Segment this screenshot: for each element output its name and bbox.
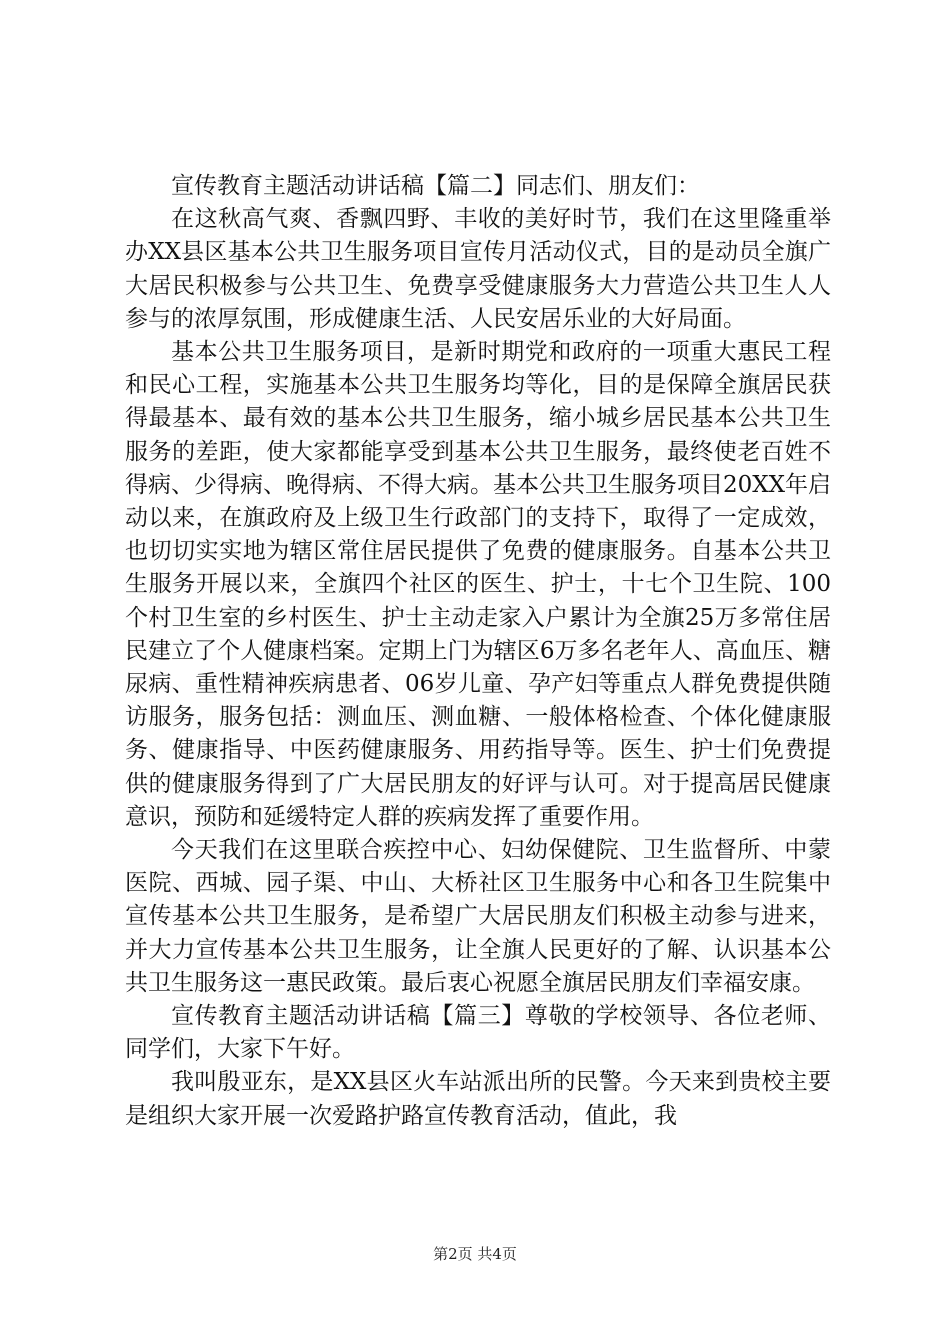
joint-campaign-paragraph: 今天我们在这里联合疾控中心、妇幼保健院、卫生监督所、中蒙医院、西城、园子渠、中山、大桥社区卫生服务中心和各卫生院集中宣传基本公共卫生服务，是希望广大居民朋友们积极主动参与进来，并大力宣传基本公共卫生服务，让全旗人民更好的了解、认识基本公共卫生服务这一惠民政策。最后衷心祝愿全旗居民朋友们幸福安康。	[125, 837, 831, 996]
service-project-paragraph: 基本公共卫生服务项目，是新时期党和政府的一项重大惠民工程和民心工程，实施基本公共卫生服务均等化，目的是保障全旗居民获得最基本、最有效的基本公共卫生服务，缩小城乡居民基本公共卫生服务的差距，使大家都能享受到基本公共卫生服务，最终使老百姓不得病、少得病、晚得病、不得大病。基本公共卫生服务项目20XX年启动以来，在旗政府及上级卫生行政部门的支持下，取得了一定成效，也切切实实地为辖区常住居民提供了免费的健康服务。自基本公共卫生服务开展以来，全旗四个社区的医生、护士，十七个卫生院、100个村卫生室的乡村医生、护士主动走家入户累计为全旗25万多常住居民建立了个人健康档案。定期上门为辖区6万多名老年人、高血压、糖尿病、重性精神疾病患者、06岁儿童、孕产妇等重点人群免费提供随访服务，服务包括：测血压、测血糖、一般体格检查、个体化健康服务、健康指导、中医药健康服务、用药指导等。医生、护士们免费提供的健康服务得到了广大居民朋友的好评与认可。对于提高居民健康意识，预防和延缓特定人群的疾病发挥了重要作用。	[125, 339, 832, 830]
heading-paragraph-part-three: 宣传教育主题活动讲话稿【篇三】尊敬的学校领导、各位老师、同学们，大家下午好。	[125, 1003, 831, 1063]
document-body	[125, 170, 831, 1133]
page-footer: 第2页 共4页	[433, 1245, 517, 1263]
heading-paragraph-part-two: 宣传教育主题活动讲话稿【篇二】同志们、朋友们：	[171, 173, 700, 199]
introduction-paragraph: 我叫殷亚东，是XX县区火车站派出所的民警。今天来到贵校主要是组织大家开展一次爱路护路宣传教育活动，值此，我	[125, 1069, 831, 1129]
opening-paragraph: 在这秋高气爽、香飘四野、丰收的美好时节，我们在这里隆重举办XX县区基本公共卫生服务项目宣传月活动仪式，目的是动员全旗广大居民积极参与公共卫生、免费享受健康服务大力营造公共卫生人人参与的浓厚氛围，形成健康生活、人民安居乐业的大好局面。	[125, 206, 831, 332]
